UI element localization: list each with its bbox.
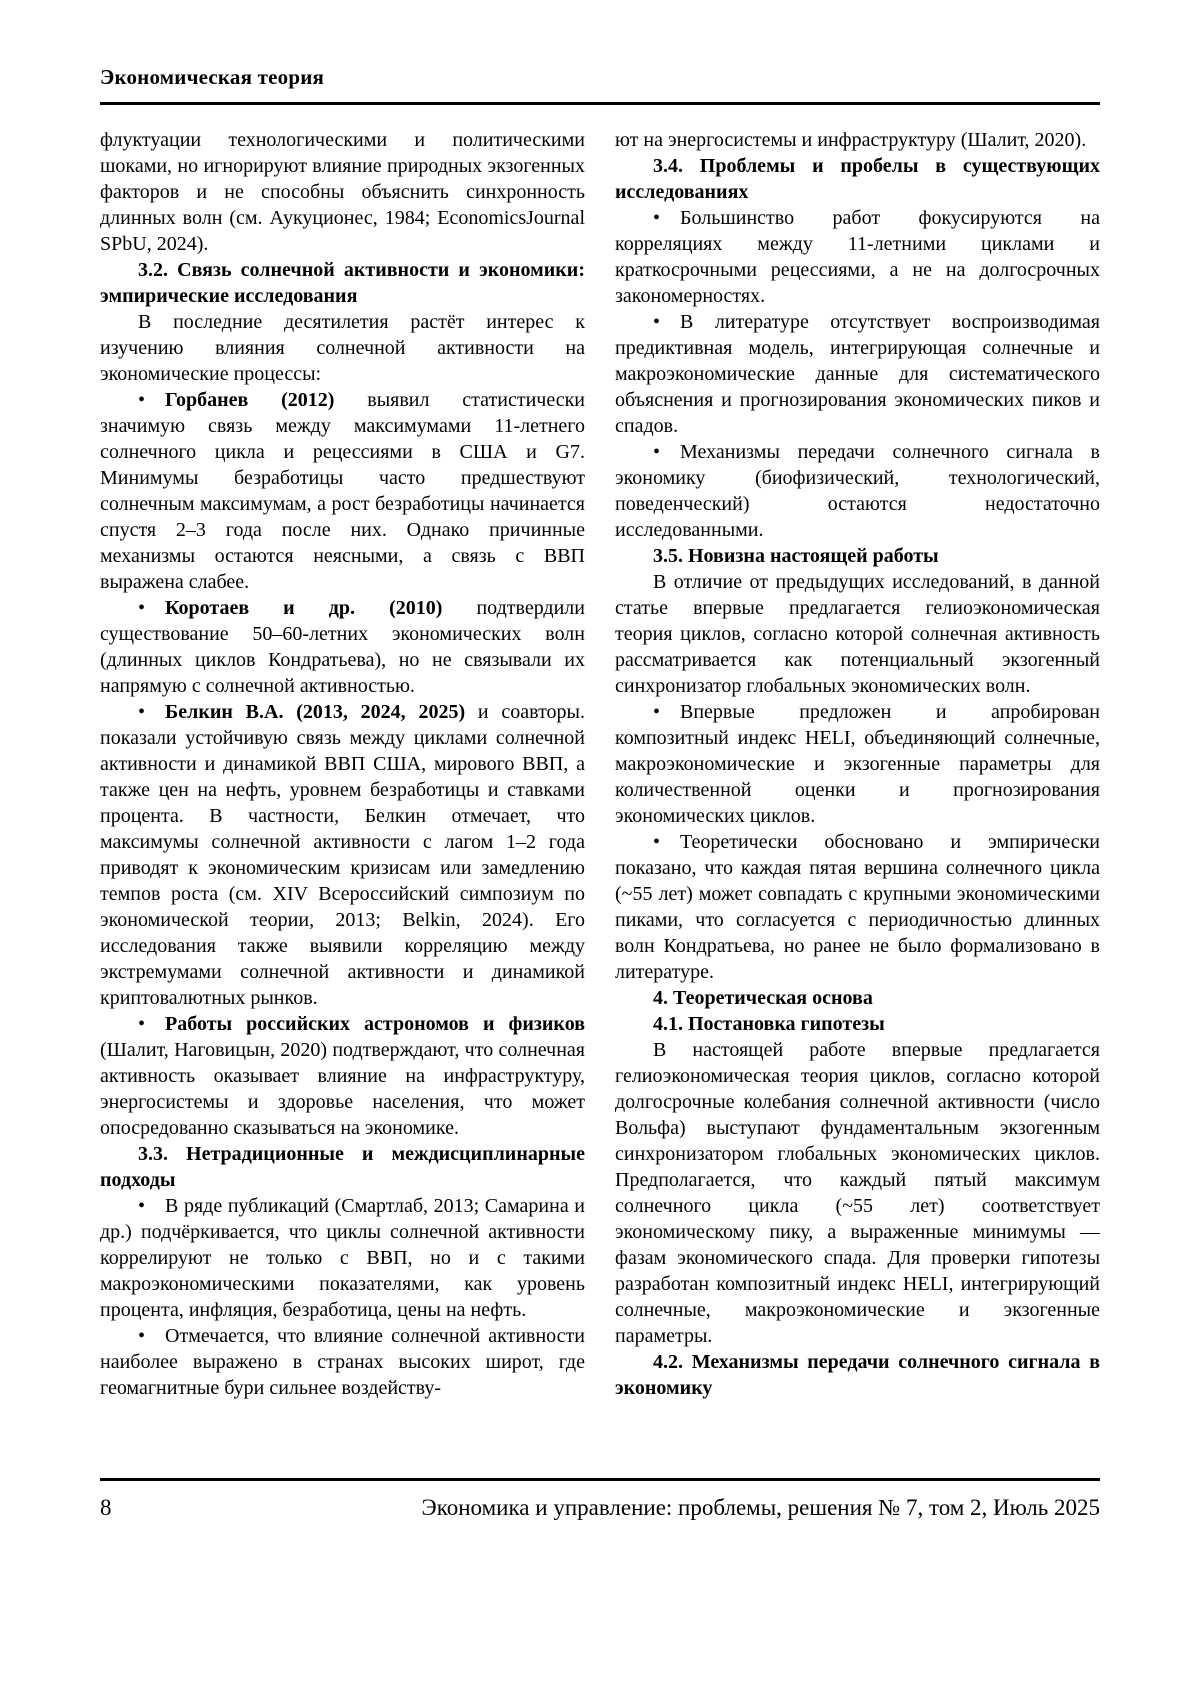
bullet-lead: Белкин В.А. (2013, 2024, 2025) xyxy=(165,701,466,723)
bullet-icon: • xyxy=(138,1013,146,1035)
bullet-lead: Коротаев и др. (2010) xyxy=(165,597,443,619)
bullet-icon: • xyxy=(653,311,661,333)
paragraph: В последние десятилетия растёт интерес к изучению влияния солнечной активности на экономические процессы: xyxy=(100,311,585,385)
bullet-icon: • xyxy=(138,389,146,411)
bullet-item xyxy=(100,1323,585,1401)
bullet-text: выявил статистически значимую связь между максимумами 11-летнего солнечного цикла и рецессиями в США и G7. Минимумы безработицы часто предшествуют солнечным максимумам, а рост безработицы начинается спустя 2–3 года после них. Однако причинные механизмы остаются неясными, а связь с ВВП выражена слабее. xyxy=(100,389,585,593)
section-heading-3-3: 3.3. Нетрадиционные и междисциплинарные подходы xyxy=(100,1143,585,1191)
section-heading-4: 4. Теоретическая основа xyxy=(653,987,873,1009)
bullet-text: В ряде публикаций (Смартлаб, 2013; Самарина и др.) подчёркивается, что циклы солнечной активности коррелируют не только с ВВП, но и с такими макроэкономическими показателями, как уровень процента, инфляция, безработица, цены на нефть. xyxy=(100,1195,585,1321)
right-column xyxy=(615,127,1100,1401)
bullet-item xyxy=(100,595,585,699)
paragraph: флуктуации технологическими и политическими шоками, но игнорируют влияние природных экзогенных факторов и не способны объяснить синхронность длинных волн (см. Аукуционес, 1984; EconomicsJournal SPbU, 2024). xyxy=(100,129,585,255)
bullet-icon: • xyxy=(653,831,661,853)
bullet-text: и соавторы. показали устойчивую связь между циклами солнечной активности и динамикой ВВП США, мирового ВВП, а также цен на нефть, уровнем безработицы и ставками процента. В частности, Белкин отмечает, что максимумы солнечной активности с лагом 1–2 года приводят к экономическим кризисам или замедлению темпов роста (см. XIV Всероссийский симпозиум по экономической теории, 2013; Belkin, 2024). Его исследования также выявили корреляцию между экстремумами солнечной активности и динамикой криптовалютных рынков. xyxy=(100,701,585,1009)
bullet-text: (Шалит, Наговицын, 2020) подтверждают, что солнечная активность оказывает влияние на инфраструктуру, энергосистемы и здоровье населения, что может опосредованно сказываться на экономике. xyxy=(100,1039,585,1139)
bullet-item xyxy=(100,1011,585,1141)
bullet-icon: • xyxy=(138,1325,146,1347)
paragraph: ют на энергосистемы и инфраструктуру (Шалит, 2020). xyxy=(615,129,1087,151)
bullet-icon: • xyxy=(138,701,146,723)
bullet-icon: • xyxy=(138,1195,146,1217)
bullet-text: Впервые предложен и апробирован композитный индекс HELI, объединяющий солнечные, макроэкономические и экзогенные параметры для количественной оценки и прогнозирования экономических циклов. xyxy=(615,701,1100,827)
bullet-item xyxy=(615,205,1100,309)
page-number: 8 xyxy=(100,1495,112,1520)
bullet-icon: • xyxy=(653,701,661,723)
section-heading-4-2: 4.2. Механизмы передачи солнечного сигнала в экономику xyxy=(615,1351,1100,1399)
section-heading-3-4: 3.4. Проблемы и пробелы в существующих исследованиях xyxy=(615,155,1100,203)
bullet-item xyxy=(100,387,585,595)
bullet-text: В литературе отсутствует воспроизводимая предиктивная модель, интегрирующая солнечные и макроэкономические данные для систематического объяснения и прогнозирования экономических пиков и спадов. xyxy=(615,311,1100,437)
section-heading-4-1: 4.1. Постановка гипотезы xyxy=(653,1013,885,1035)
running-head-section-title: Экономическая теория xyxy=(100,64,1100,105)
bullet-item xyxy=(615,829,1100,985)
page-footer xyxy=(100,1478,1100,1522)
bullet-item xyxy=(615,309,1100,439)
bullet-item xyxy=(100,1193,585,1323)
section-heading-3-2: 3.2. Связь солнечной активности и экономики: эмпирические исследования xyxy=(100,259,585,307)
bullet-icon: • xyxy=(653,207,661,229)
two-column-text-body xyxy=(100,127,1100,1401)
paragraph: В отличие от предыдущих исследований, в данной статье впервые предлагается гелиоэкономическая теория циклов, согласно которой солнечная активность рассматривается как потенциальный экзогенный синхронизатор глобальных экономических волн. xyxy=(615,571,1100,697)
bullet-text: подтвердили существование 50–60-летних экономических волн (длинных циклов Кондратьева), но не связывали их напрямую с солнечной активностью. xyxy=(100,597,585,697)
left-column xyxy=(100,127,585,1401)
bullet-lead: Работы российских астрономов и физиков xyxy=(165,1013,585,1035)
bullet-text: Теоретически обосновано и эмпирически показано, что каждая пятая вершина солнечного цикла (~55 лет) может совпадать с крупными экономическими пиками, что согласуется с периодичностью длинных волн Кондратьева, но ранее не было формализовано в литературе. xyxy=(615,831,1100,983)
bullet-text: Большинство работ фокусируются на корреляциях между 11-летними циклами и краткосрочными рецессиями, а не на долгосрочных закономерностях. xyxy=(615,207,1100,307)
paragraph: В настоящей работе впервые предлагается гелиоэкономическая теория циклов, согласно которой долгосрочные колебания солнечной активности (число Вольфа) выступают фундаментальным экзогенным синхронизатором глобальных экономических циклов. Предполагается, что каждый пятый максимум солнечного цикла (~55 лет) соответствует экономическому пику, а выраженные минимумы — фазам экономического спада. Для проверки гипотезы разработан композитный индекс HELI, интегрирующий солнечные, макроэкономические и экзогенные параметры. xyxy=(615,1039,1100,1347)
bullet-item xyxy=(615,439,1100,543)
bullet-text: Механизмы передачи солнечного сигнала в экономику (биофизический, технологический, поведенческий) остаются недостаточно исследованными. xyxy=(615,441,1100,541)
bullet-icon: • xyxy=(653,441,661,463)
bullet-text: Отмечается, что влияние солнечной активности наиболее выражено в странах высоких широт, где геомагнитные бури сильнее воздейству- xyxy=(100,1325,585,1399)
journal-footer-line: Экономика и управление: проблемы, решения № 7, том 2, Июль 2025 xyxy=(421,1495,1100,1520)
bullet-icon: • xyxy=(138,597,146,619)
bullet-item xyxy=(615,699,1100,829)
bullet-item xyxy=(100,699,585,1011)
bullet-lead: Горбанев (2012) xyxy=(165,389,335,411)
section-heading-3-5: 3.5. Новизна настоящей работы xyxy=(653,545,939,567)
